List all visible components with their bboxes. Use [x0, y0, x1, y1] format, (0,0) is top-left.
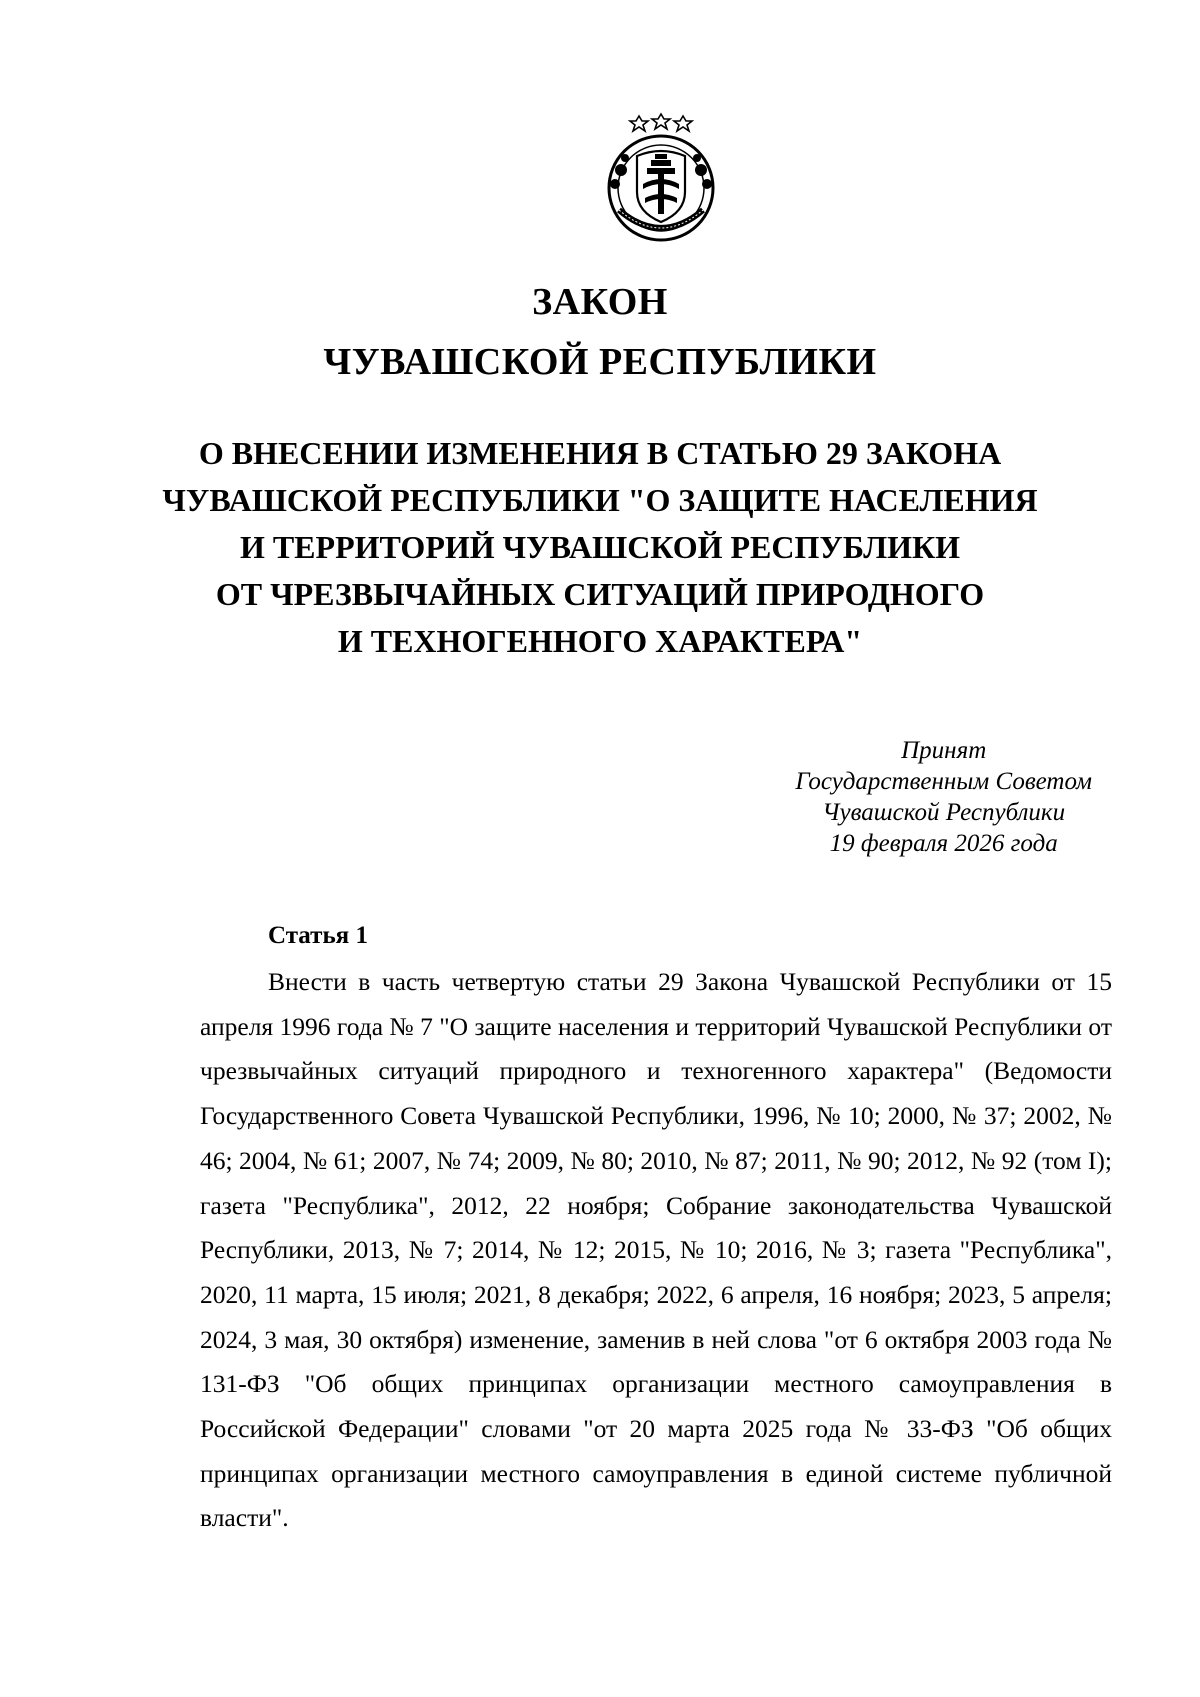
subtitle-line: И ТЕРРИТОРИЙ ЧУВАШСКОЙ РЕСПУБЛИКИ — [239, 529, 961, 565]
adoption-note — [795, 735, 1092, 859]
subtitle-line: ОТ ЧРЕЗВЫЧАЙНЫХ СИТУАЦИЙ ПРИРОДНОГО — [215, 576, 985, 612]
adoption-line: Государственным Советом — [795, 768, 1092, 795]
law-title: ЗАКОН — [532, 281, 668, 323]
article-text: Внести в часть четвертую статьи 29 Закона Чувашской Республики от 15 апреля 1996 года № 7 "О защите населения и территорий Чувашской Республики от чрезвычайных ситуаций природного и техногенного характера" (Ведомости Государственного Совета Чувашской Республики, 1996, № 10; 2000, № 37; 2002, № 46; 2004, № 61; 2007, № 74; 2009, № 80; 2010, № 87; 2011, № 90; 2012, № 92 (том I); газета "Республика", 2012, 22 ноября; Собрание законодательства Чувашской Республики, 2013, № 7; 2014, № 12; 2015, № 10; 2016, № 3; газета "Республика", 2020, 11 марта, 15 июля; 2021, 8 декабря; 2022, 6 апреля, 16 ноября; 2023, 5 апреля; 2024, 3 мая, 30 октября) изменение, заменив в ней слова "от 6 октября 2003 года № 131-ФЗ "Об общих принципах организации местного самоуправления в Российской Федерации" словами "от 20 марта 2025 года № 33-ФЗ "Об общих принципах организации местного самоуправления в единой системе публичной власти". — [200, 967, 1112, 1533]
subtitle-line: И ТЕХНОГЕННОГО ХАРАКТЕРА" — [337, 623, 863, 659]
article-heading: Статья 1 — [268, 922, 368, 949]
subtitle-line: О ВНЕСЕНИИ ИЗМЕНЕНИЯ В СТАТЬЮ 29 ЗАКОНА — [198, 435, 1002, 471]
law-subtitle — [0, 430, 1200, 665]
adoption-date: 19 февраля 2026 года — [829, 830, 1058, 857]
law-republic-title: ЧУВАШСКОЙ РЕСПУБЛИКИ — [323, 341, 877, 383]
subtitle-line: ЧУВАШСКОЙ РЕСПУБЛИКИ "О ЗАЩИТЕ НАСЕЛЕНИЯ — [162, 482, 1038, 518]
adoption-line: Принят — [901, 737, 987, 764]
coat-of-arms-icon — [595, 112, 727, 244]
adoption-line: Чувашской Республики — [822, 799, 1066, 826]
